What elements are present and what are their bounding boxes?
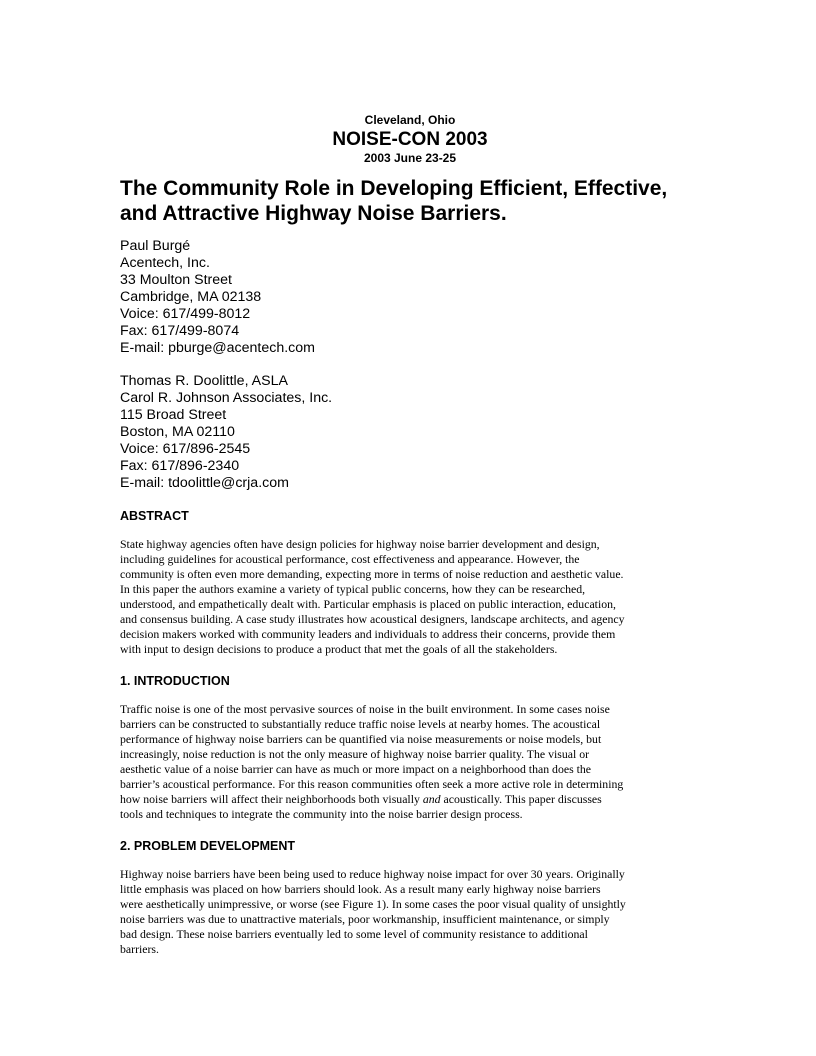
text-line: were aesthetically unimpressive, or worse (see Figure 1). In some cases the poor visual quality of unsightly	[120, 897, 626, 911]
abstract-paragraph	[120, 537, 700, 657]
emphasis-and: and	[422, 792, 441, 806]
text-line	[120, 792, 700, 807]
text-line: Highway noise barriers have been being used to reduce highway noise impact for over 30 years. Originally	[120, 867, 625, 881]
author-fax: Fax: 617/896-2340	[120, 458, 240, 474]
text-line: with input to design decisions to produce a product that met the goals of all the stakeholders.	[120, 642, 558, 656]
text-line: understood, and empathetically dealt with. Particular emphasis is placed on public interaction, education,	[120, 597, 616, 611]
text-line: community is often even more demanding, expecting more in terms of noise reduction and aesthetic value.	[120, 567, 624, 581]
text-line: little emphasis was placed on how barriers should look. As a result many early highway noise barriers	[120, 882, 601, 896]
conference-date: 2003 June 23-25	[363, 151, 457, 165]
conference-header	[120, 113, 700, 166]
text-line: barriers can be constructed to substantially reduce traffic noise levels at nearby homes. The acoustical	[120, 717, 601, 731]
author-street: 115 Broad Street	[120, 407, 227, 423]
introduction-heading: 1. INTRODUCTION	[120, 674, 230, 688]
problem-development-heading: 2. PROBLEM DEVELOPMENT	[120, 839, 296, 853]
author-fax: Fax: 617/499-8074	[120, 323, 240, 339]
text-line: aesthetic value of a noise barrier can have as much or more impact on a neighborhood than does the	[120, 762, 592, 776]
author-name: Paul Burgé	[120, 238, 191, 254]
author-voice: Voice: 617/499-8012	[120, 306, 251, 322]
text-line: including guidelines for acoustical performance, cost effectiveness and appearance. However, the	[120, 552, 580, 566]
author-name: Thomas R. Doolittle, ASLA	[120, 373, 288, 389]
text-line: tools and techniques to integrate the community into the noise barrier design process.	[120, 807, 523, 821]
problem-development-paragraph	[120, 867, 700, 957]
text-line: barrier’s acoustical performance. For this reason communities often seek a more active role in determining	[120, 777, 624, 791]
text-line: performance of highway noise barriers can be quantified via noise measurements or noise models, but	[120, 732, 602, 746]
title-line: and Attractive Highway Noise Barriers.	[120, 202, 507, 225]
text-line: barriers.	[120, 942, 159, 956]
author-street: 33 Moulton Street	[120, 272, 232, 288]
text-run: acoustically. This paper discusses	[440, 792, 602, 806]
author-organization: Acentech, Inc.	[120, 255, 210, 271]
text-run: how noise barriers will affect their neighborhoods both visually	[120, 792, 423, 806]
author-email: E-mail: pburge@acentech.com	[120, 340, 315, 356]
abstract-heading: ABSTRACT	[120, 509, 189, 523]
author-city: Boston, MA 02110	[120, 424, 235, 440]
text-line: noise barriers was due to unattractive materials, poor workmanship, insufficient maintenance, or simply	[120, 912, 610, 926]
text-line: Traffic noise is one of the most pervasive sources of noise in the built environment. In some cases noise	[120, 702, 610, 716]
conference-name: NOISE-CON 2003	[332, 129, 488, 150]
author-voice: Voice: 617/896-2545	[120, 441, 251, 457]
text-line: bad design. These noise barriers eventually led to some level of community resistance to additional	[120, 927, 588, 941]
author-organization: Carol R. Johnson Associates, Inc.	[120, 390, 333, 406]
author-city: Cambridge, MA 02138	[120, 289, 262, 305]
author-block-2	[120, 373, 700, 492]
introduction-paragraph	[120, 702, 700, 822]
author-email: E-mail: tdoolittle@crja.com	[120, 475, 289, 491]
text-line: decision makers worked with community leaders and individuals to address their concerns, provide them	[120, 627, 616, 641]
text-line: In this paper the authors examine a variety of typical public concerns, how they can be researched,	[120, 582, 586, 596]
author-block-1	[120, 238, 700, 357]
text-line: increasingly, noise reduction is not the only measure of highway noise barrier quality. The visual or	[120, 747, 590, 761]
paper-title	[120, 176, 700, 226]
paper-page	[120, 110, 700, 957]
title-line: The Community Role in Developing Efficient, Effective,	[120, 177, 668, 200]
text-line: State highway agencies often have design policies for highway noise barrier development and design,	[120, 537, 600, 551]
text-line: and consensus building. A case study illustrates how acoustical designers, landscape architects, and agency	[120, 612, 625, 626]
conference-location: Cleveland, Ohio	[364, 113, 456, 127]
